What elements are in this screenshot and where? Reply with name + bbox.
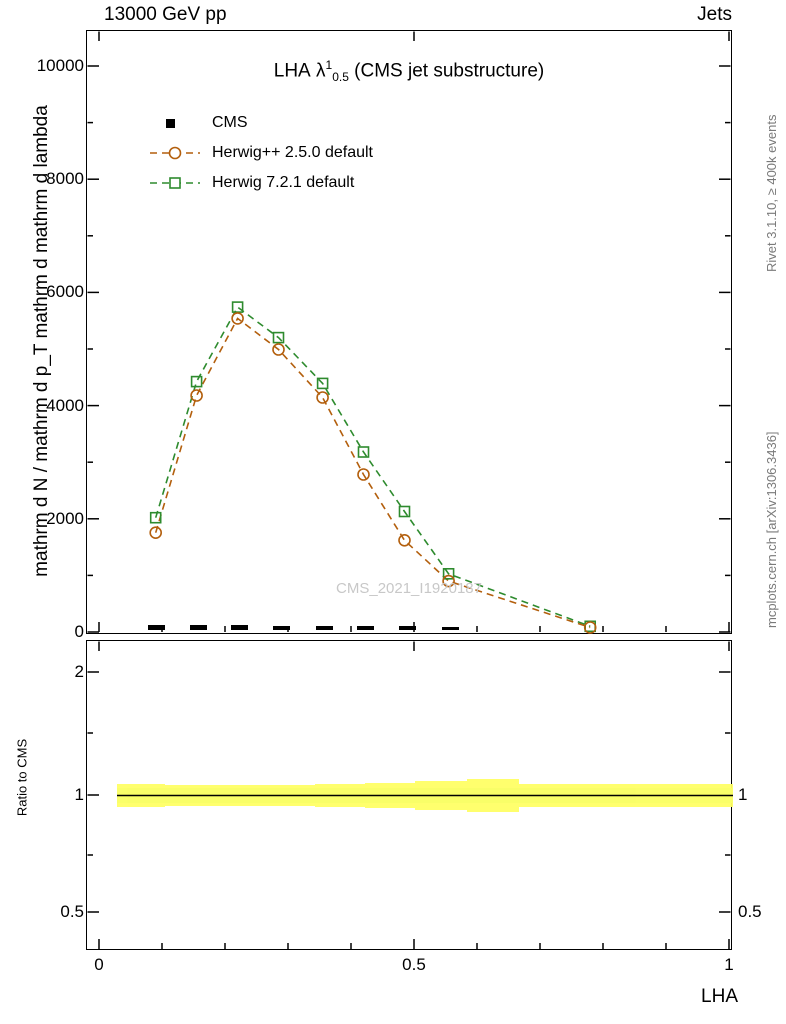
x-tick-2: 1	[724, 955, 734, 974]
x-tick-1: 0.5	[402, 955, 426, 974]
series-herwig721-line	[156, 307, 591, 626]
legend-item-herwig721[interactable]	[148, 168, 373, 198]
main-y-tick-0: 0	[74, 622, 84, 641]
plot-title-sub: 0.5	[332, 70, 349, 85]
main-y-tick-3: 6000	[46, 282, 84, 302]
main-y-axis-title: mathrm d N / mathrm d p_T mathrm d mathrm d lambda	[31, 105, 52, 577]
plot-title-sup: 1	[325, 58, 333, 72]
legend-item-cms[interactable]	[148, 108, 373, 138]
analysis-watermark: CMS_2021_I1920187	[336, 580, 482, 597]
legend-marker-herwig721	[148, 173, 204, 193]
rivet-annotation: Rivet 3.1.10, ≥ 400k events	[764, 114, 779, 272]
x-axis-title: LHA	[701, 986, 738, 1007]
legend-label-herwig721: Herwig 7.2.1 default	[212, 174, 355, 191]
main-y-tick-4: 8000	[46, 169, 84, 189]
legend-marker-cms	[148, 113, 204, 133]
ratio-y-tick-0: 0.5	[60, 902, 84, 921]
header-beam-label: 13000 GeV pp	[104, 4, 227, 25]
ratio-y-axis-labels	[0, 640, 84, 950]
legend-label-herwigpp250: Herwig++ 2.5.0 default	[212, 144, 373, 161]
mcplots-annotation: mcplots.cern.ch [arXiv:1306.3436]	[764, 431, 779, 628]
ratio-y-axis-title: Ratio to CMS	[14, 738, 30, 817]
header-category-label: Jets	[697, 4, 732, 25]
legend-label-cms: CMS	[212, 114, 248, 131]
ratio-y-tick-right-1: 1	[738, 785, 748, 804]
series-cms-markers	[148, 625, 459, 630]
plot-title-text: LHA	[273, 60, 311, 82]
plot-title-lambda: λ	[316, 60, 326, 82]
ratio-y-tick-2: 2	[74, 662, 84, 681]
main-y-tick-1: 2000	[46, 508, 84, 528]
legend-marker-herwigpp250	[148, 143, 204, 163]
x-tick-0: 0	[94, 955, 104, 974]
ratio-y-tick-1: 1	[74, 785, 84, 804]
main-y-tick-5: 10000	[36, 56, 84, 75]
legend	[148, 108, 373, 198]
ratio-y-tick-right-0: 0.5	[738, 902, 762, 921]
main-y-tick-2: 4000	[46, 395, 84, 415]
plot-title-paren: (CMS jet substructure)	[354, 60, 545, 82]
legend-item-herwigpp250[interactable]	[148, 138, 373, 168]
